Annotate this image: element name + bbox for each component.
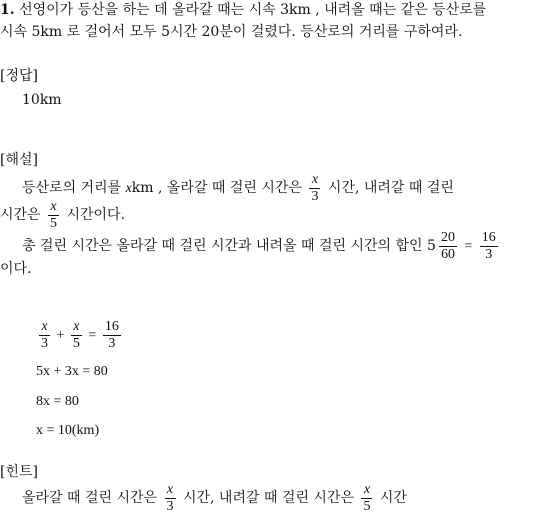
- fraction-denominator: 5: [50, 215, 58, 231]
- fraction: [309, 172, 320, 205]
- fraction-numerator: 16: [481, 229, 496, 245]
- answer-value: 10km: [22, 92, 62, 108]
- equation-3: 8x = 80: [36, 394, 79, 409]
- explanation-line-4: 이다.: [0, 261, 32, 277]
- fraction-numerator: x: [71, 319, 82, 336]
- fraction: [39, 319, 50, 352]
- fraction: [103, 319, 121, 352]
- fraction-numerator: x: [39, 319, 50, 336]
- problem-text-2: 시속 5km 로 걸어서 모두 5시간 20분이 걸렸다. 등산로의 거리를 구하여라.: [0, 24, 463, 40]
- fraction-numerator: x: [48, 199, 59, 216]
- fraction: [71, 319, 82, 352]
- fraction-numerator: x: [165, 482, 176, 499]
- fraction-denominator: 3: [41, 336, 48, 352]
- hint-line: [22, 480, 407, 516]
- fraction-denominator: 3: [311, 188, 319, 204]
- variable-x: x: [125, 181, 132, 196]
- answer-label: [정답]: [0, 68, 38, 84]
- equation-1: [36, 318, 124, 354]
- explanation-text: 시간은: [0, 207, 41, 223]
- hint-label: [힌트]: [0, 464, 38, 480]
- fraction-denominator: 3: [485, 246, 493, 262]
- fraction: [48, 199, 59, 232]
- fraction-denominator: 60: [440, 246, 455, 262]
- explanation-text: 시간, 내려갈 때 걸린: [327, 180, 454, 196]
- explanation-label: [해설]: [0, 152, 38, 168]
- explanation-text: km , 올라갈 때 걸린 시간은: [131, 180, 302, 196]
- equals-sign: =: [464, 239, 473, 254]
- problem-line-1: [0, 0, 486, 20]
- fraction-numerator: x: [361, 482, 372, 499]
- plus-sign: +: [56, 328, 65, 343]
- hint-text: 올라갈 때 걸린 시간은: [22, 490, 158, 506]
- fraction-numerator: 20: [440, 229, 455, 245]
- fraction: [480, 230, 498, 263]
- problem-text-1: 선영이가 등산을 하는 데 올라갈 때는 시속 3km , 내려올 때는 같은 등산로를: [19, 2, 487, 18]
- hint-text: 시간, 내려갈 때 걸린 시간은: [182, 490, 354, 506]
- problem-number: 1.: [0, 2, 15, 18]
- fraction-denominator: 5: [363, 498, 371, 514]
- fraction-denominator: 3: [108, 336, 116, 352]
- equation-4: x = 10(km): [36, 423, 100, 438]
- explanation-line-3: [22, 228, 501, 265]
- fraction-numerator: x: [309, 172, 320, 189]
- explanation-text: 총 걸린 시간은 올라갈 때 걸린 시간과 내려올 때 걸린 시간의 합인 5: [22, 238, 436, 254]
- explanation-text: 등산로의 거리를: [22, 180, 122, 196]
- hint-text: 시간: [379, 490, 407, 506]
- equation-2: 5x + 3x = 80: [36, 364, 108, 379]
- fraction-denominator: 5: [72, 336, 80, 352]
- fraction: [165, 482, 176, 515]
- problem-line-2: [0, 22, 462, 42]
- explanation-text: 시간이다.: [66, 207, 126, 223]
- fraction-denominator: 3: [166, 498, 174, 514]
- fraction: [439, 230, 457, 263]
- fraction: [361, 482, 372, 515]
- equals-sign: =: [88, 328, 97, 343]
- fraction-numerator: 16: [104, 319, 119, 335]
